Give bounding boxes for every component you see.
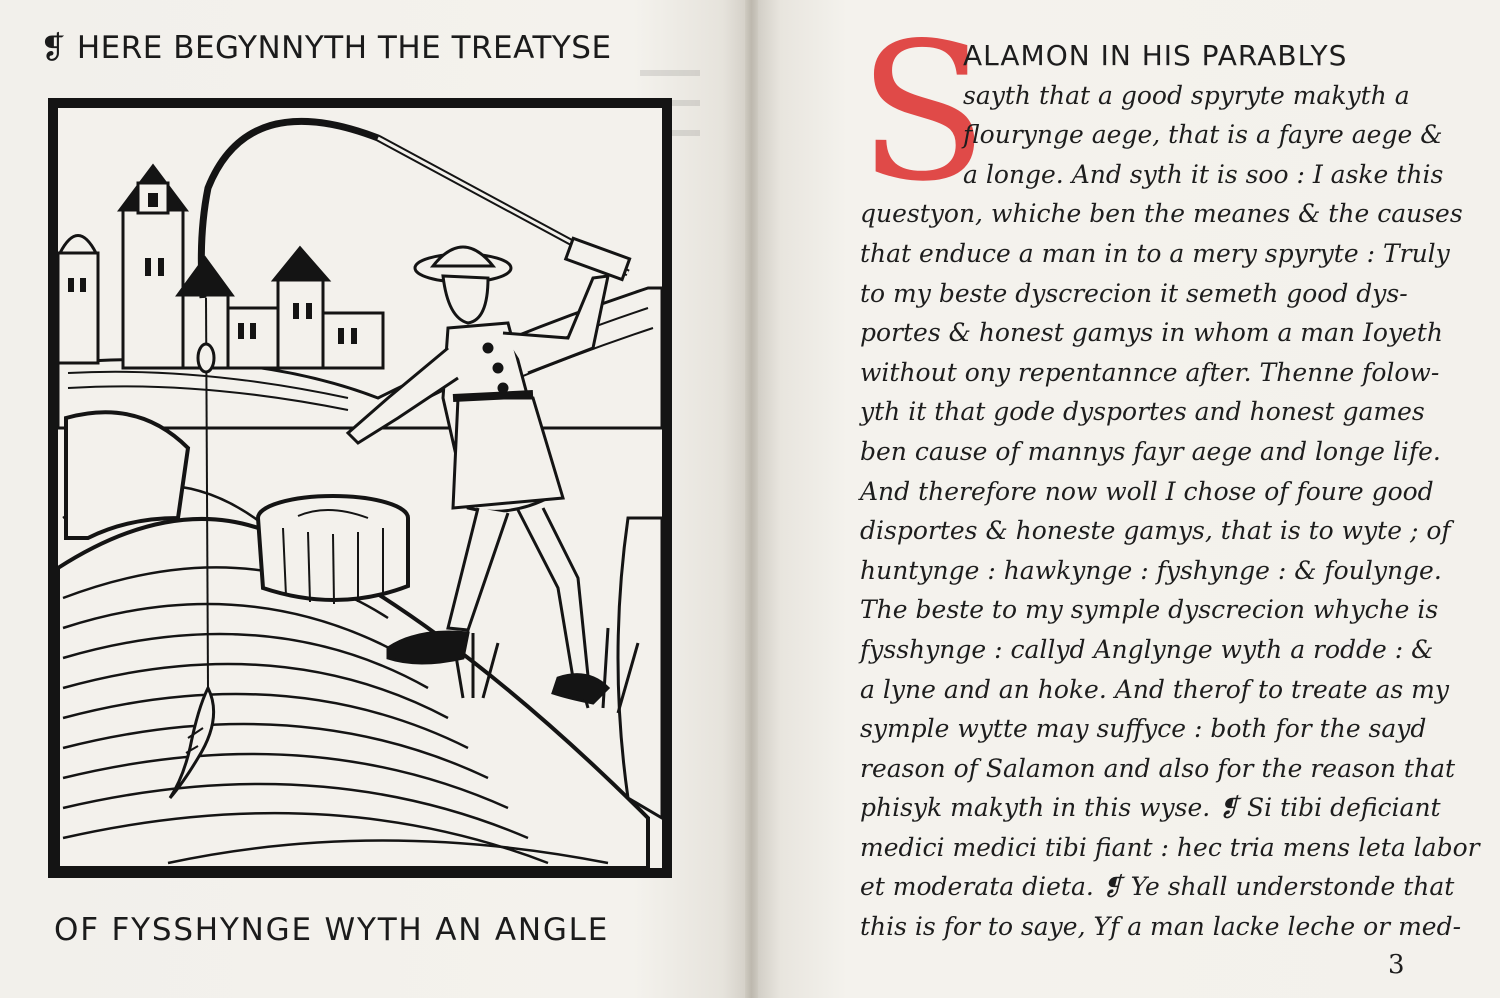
text-line: huntynge : hawkynge : fyshynge : & foulynge.	[860, 555, 1442, 585]
text-line: reason of Salamon and also for the reason that	[860, 753, 1456, 783]
text-line: disportes & honeste gamys, that is to wyte ; of	[860, 516, 1451, 546]
body-text	[860, 36, 1480, 947]
text-line: a longe. And syth it is soo : I aske this	[963, 159, 1444, 189]
text-line: And therefore now woll I chose of foure good	[860, 476, 1434, 506]
text-line: ALAMON IN HIS PARABLYS	[963, 39, 1348, 72]
text-line: et moderata dieta. ❡ Ye shall understonde that	[860, 872, 1455, 902]
text-line: that enduce a man in to a mery spyryte : Truly	[860, 238, 1450, 268]
text-line: yth it that gode dysportes and honest games	[860, 397, 1425, 427]
text-line: portes & honest gamys in whom a man Ioyeth	[860, 318, 1443, 348]
fish-tub	[258, 496, 408, 604]
text-line: flourynge aege, that is a fayre aege &	[963, 120, 1443, 150]
drop-cap-initial: S	[858, 2, 989, 223]
text-line: ben cause of mannys fayr aege and longe life.	[860, 436, 1441, 466]
woodcut-fisherman-illustration	[48, 98, 672, 878]
text-line: symple wytte may suffyce : both for the sayd	[860, 714, 1427, 744]
text-line: without ony repentannce after. Thenne folow-	[860, 357, 1440, 387]
text-line: The beste to my symple dyscrecion whyche is	[860, 595, 1439, 625]
heading-bottom: OF FYSSHYNGE WYTH AN ANGLE	[54, 912, 610, 948]
text-line: to my beste dyscrecion it semeth good dys-	[860, 278, 1408, 308]
text-line: medici medici tibi fiant : hec tria mens leta labor	[860, 832, 1480, 862]
book-gutter	[745, 0, 758, 998]
heading-top: ❡ HERE BEGYNNYTH THE TREATYSE	[40, 30, 612, 66]
text-line: fysshynge : callyd Anglynge wyth a rodde : &	[860, 634, 1434, 664]
text-line: a lyne and an hoke. And therof to treate as my	[860, 674, 1450, 704]
text-line: phisyk makyth in this wyse. ❡ Si tibi deficiant	[860, 793, 1441, 823]
text-line: sayth that a good spyryte makyth a	[963, 80, 1410, 110]
text-line: this is for to saye, Yf a man lacke leche or med-	[860, 912, 1462, 942]
page-number: 3	[1388, 950, 1405, 980]
left-page	[0, 0, 745, 998]
text-line: questyon, whiche ben the meanes & the causes	[860, 199, 1463, 229]
